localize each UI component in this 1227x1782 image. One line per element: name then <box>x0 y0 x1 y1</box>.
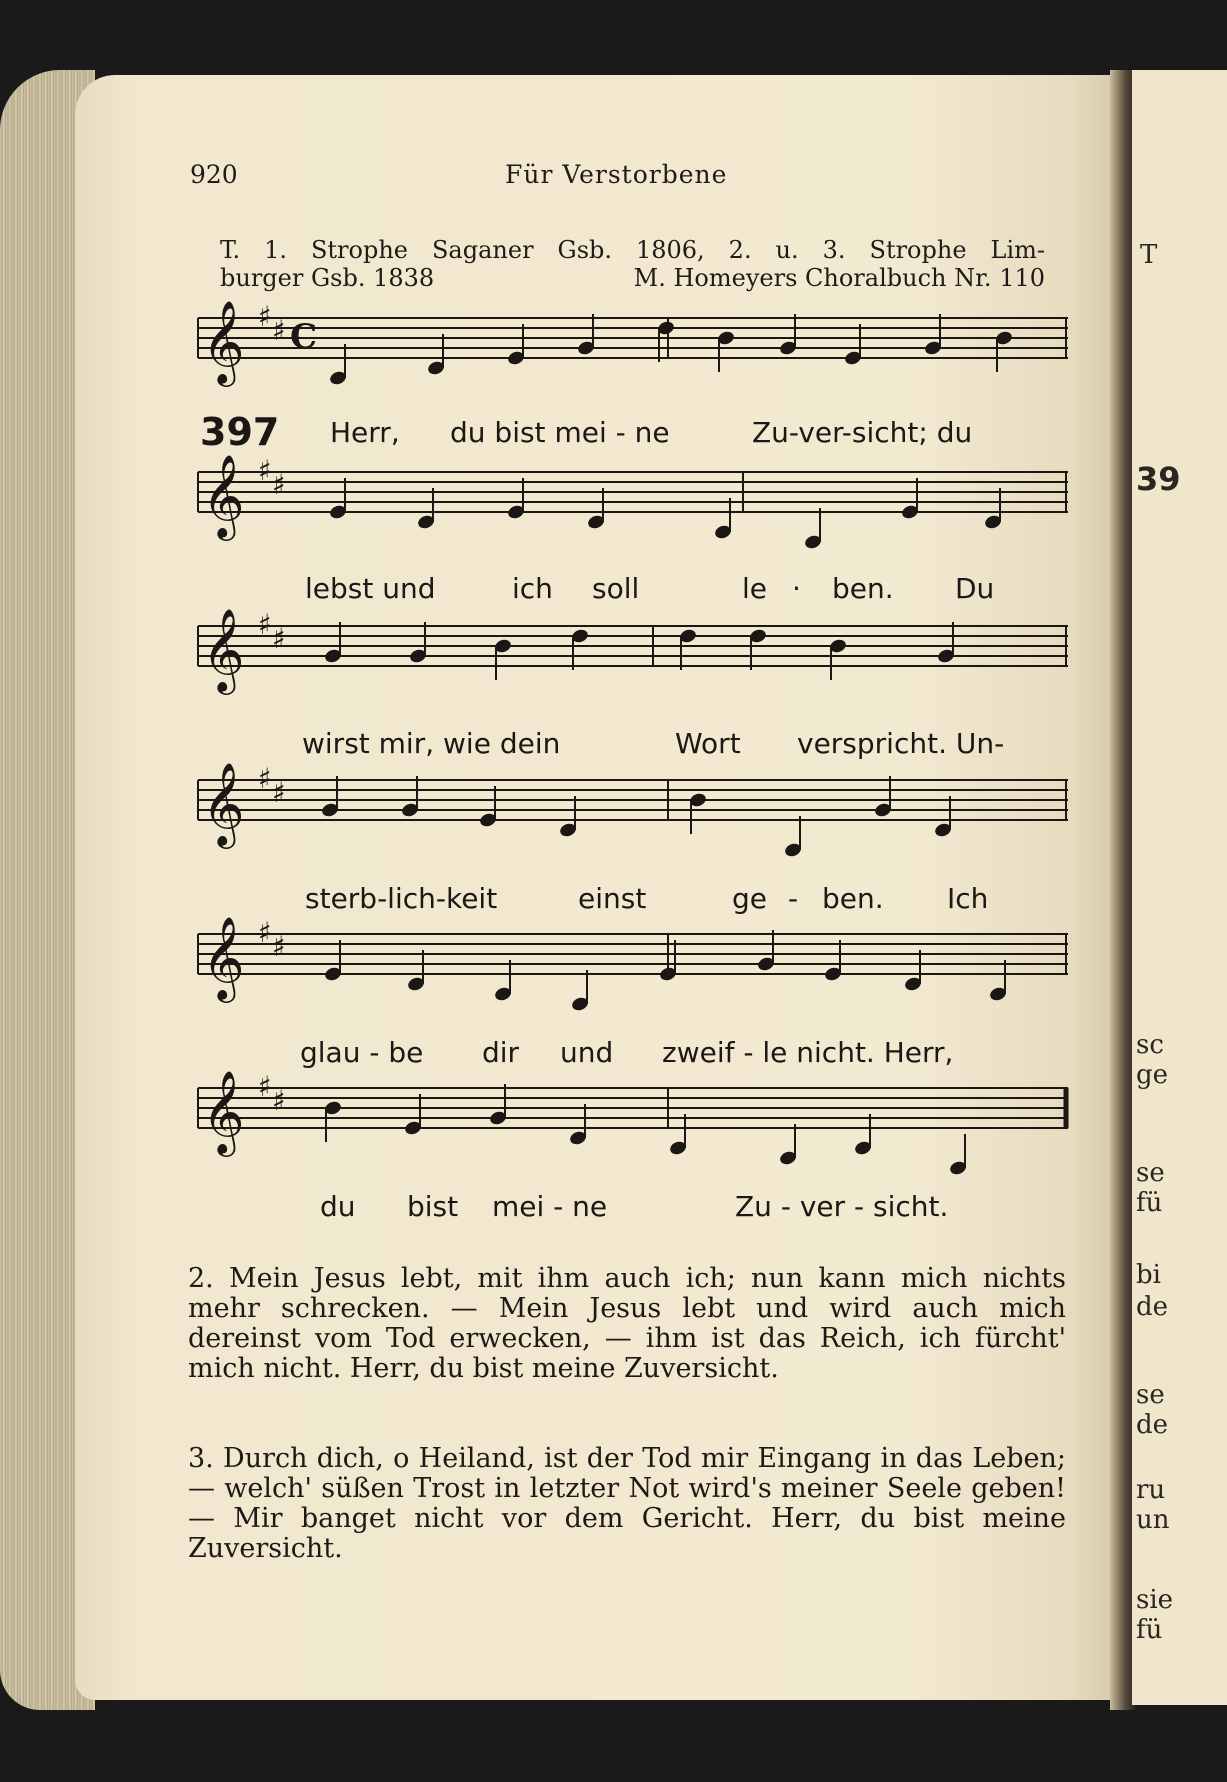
lyric: ich <box>512 572 553 605</box>
sharp-icon: ♯ <box>258 300 272 333</box>
lyric: lebst und <box>305 572 436 605</box>
facing-fragment: ru <box>1136 1475 1166 1505</box>
page-number: 920 <box>190 160 238 189</box>
facing-fragment: fü <box>1136 1615 1163 1645</box>
lyric: mei - ne <box>492 1190 608 1223</box>
facing-fragment: se <box>1136 1380 1165 1410</box>
facing-fragment: se <box>1136 1158 1165 1188</box>
facing-fragment: bi <box>1136 1260 1161 1290</box>
melody-source: M. Homeyers Choralbuch Nr. 110 <box>633 264 1045 292</box>
lyric: ben. <box>822 882 884 915</box>
facing-fragment: de <box>1136 1292 1169 1322</box>
sharp-icon: ♯ <box>272 776 286 809</box>
lyric: dir <box>482 1036 520 1069</box>
lyric: - <box>788 882 799 915</box>
sharp-icon: ♯ <box>272 314 286 347</box>
lyric: Zu-ver-sicht; du <box>752 416 973 449</box>
treble-clef-icon: 𝄞 <box>202 915 245 999</box>
music-staff-4 <box>198 762 1068 862</box>
lyric: Ich <box>947 882 989 915</box>
music-staff-1 <box>198 300 1068 400</box>
facing-fragment: T <box>1140 240 1158 270</box>
lyric: und <box>560 1036 614 1069</box>
sharp-icon: ♯ <box>258 762 272 795</box>
sharp-icon: ♯ <box>272 622 286 655</box>
music-staff-5 <box>198 916 1068 1016</box>
stanza-2: 2. Mein Jesus lebt, mit ihm auch ich; nun kann mich nichts mehr schrecken. — Mein Jesus lebt und wird auch mich dereinst vom Tod erwecken, — ihm ist das Reich, ich fürcht' mich nicht. Herr, du bist meine Zuversicht. <box>188 1263 1066 1384</box>
lyric: zweif - le nicht. Herr, <box>662 1036 954 1069</box>
text-source: burger Gsb. 1838 <box>220 264 435 292</box>
lyric: einst <box>578 882 647 915</box>
facing-fragment: 39 <box>1136 460 1181 498</box>
lyric: verspricht. Un- <box>797 727 1005 760</box>
sharp-icon: ♯ <box>258 608 272 641</box>
sharp-icon: ♯ <box>272 468 286 501</box>
lyric: Zu - ver - sicht. <box>735 1190 949 1223</box>
music-staff-2 <box>198 454 1068 554</box>
treble-clef-icon: 𝄞 <box>202 607 245 691</box>
lyric: ge <box>732 882 767 915</box>
lyric: Wort <box>675 727 741 760</box>
music-staff-3 <box>198 608 1068 708</box>
lyric: le <box>742 572 768 605</box>
lyric: du <box>320 1190 356 1223</box>
page-title: Für Verstorbene <box>505 160 728 189</box>
lyric: ben. <box>832 572 894 605</box>
lyric: wirst mir, wie dein <box>302 727 561 760</box>
sharp-icon: ♯ <box>258 1070 272 1103</box>
lyric: · <box>792 572 801 605</box>
sharp-icon: ♯ <box>258 454 272 487</box>
facing-page-fragment <box>1132 70 1227 1705</box>
sharp-icon: ♯ <box>272 930 286 963</box>
facing-fragment: sie <box>1136 1585 1174 1615</box>
common-time-icon: C <box>290 317 318 357</box>
facing-fragment: ge <box>1136 1060 1169 1090</box>
treble-clef-icon: 𝄞 <box>202 761 245 845</box>
sharp-icon: ♯ <box>258 916 272 949</box>
hymn-source-line-2 <box>220 264 1045 292</box>
hymn-number: 397 <box>200 410 280 454</box>
lyric: glau - be <box>300 1036 424 1069</box>
sharp-icon: ♯ <box>272 1084 286 1117</box>
facing-fragment: fü <box>1136 1188 1163 1218</box>
facing-fragment: un <box>1136 1505 1170 1535</box>
facing-fragment: de <box>1136 1410 1169 1440</box>
facing-fragment: sc <box>1136 1030 1164 1060</box>
lyric: Du <box>955 572 995 605</box>
lyric: bist <box>407 1190 459 1223</box>
treble-clef-icon: 𝄞 <box>202 453 245 537</box>
stanza-3: 3. Durch dich, o Heiland, ist der Tod mir Eingang in das Leben; — welch' süßen Trost in letzter Not wird's meiner Seele geben! — Mir banget nicht vor dem Gericht. Herr, du bist meine Zuversicht. <box>188 1443 1066 1564</box>
music-staff-6 <box>198 1070 1068 1170</box>
lyric: soll <box>592 572 640 605</box>
lyric: sterb-lich-keit <box>305 882 498 915</box>
lyric: du bist mei - ne <box>450 416 670 449</box>
hymn-source-line-1: T. 1. Strophe Saganer Gsb. 1806, 2. u. 3. Strophe Lim- <box>220 236 1045 264</box>
treble-clef-icon: 𝄞 <box>202 1069 245 1153</box>
treble-clef-icon: 𝄞 <box>202 299 245 383</box>
lyric: Herr, <box>330 416 400 449</box>
